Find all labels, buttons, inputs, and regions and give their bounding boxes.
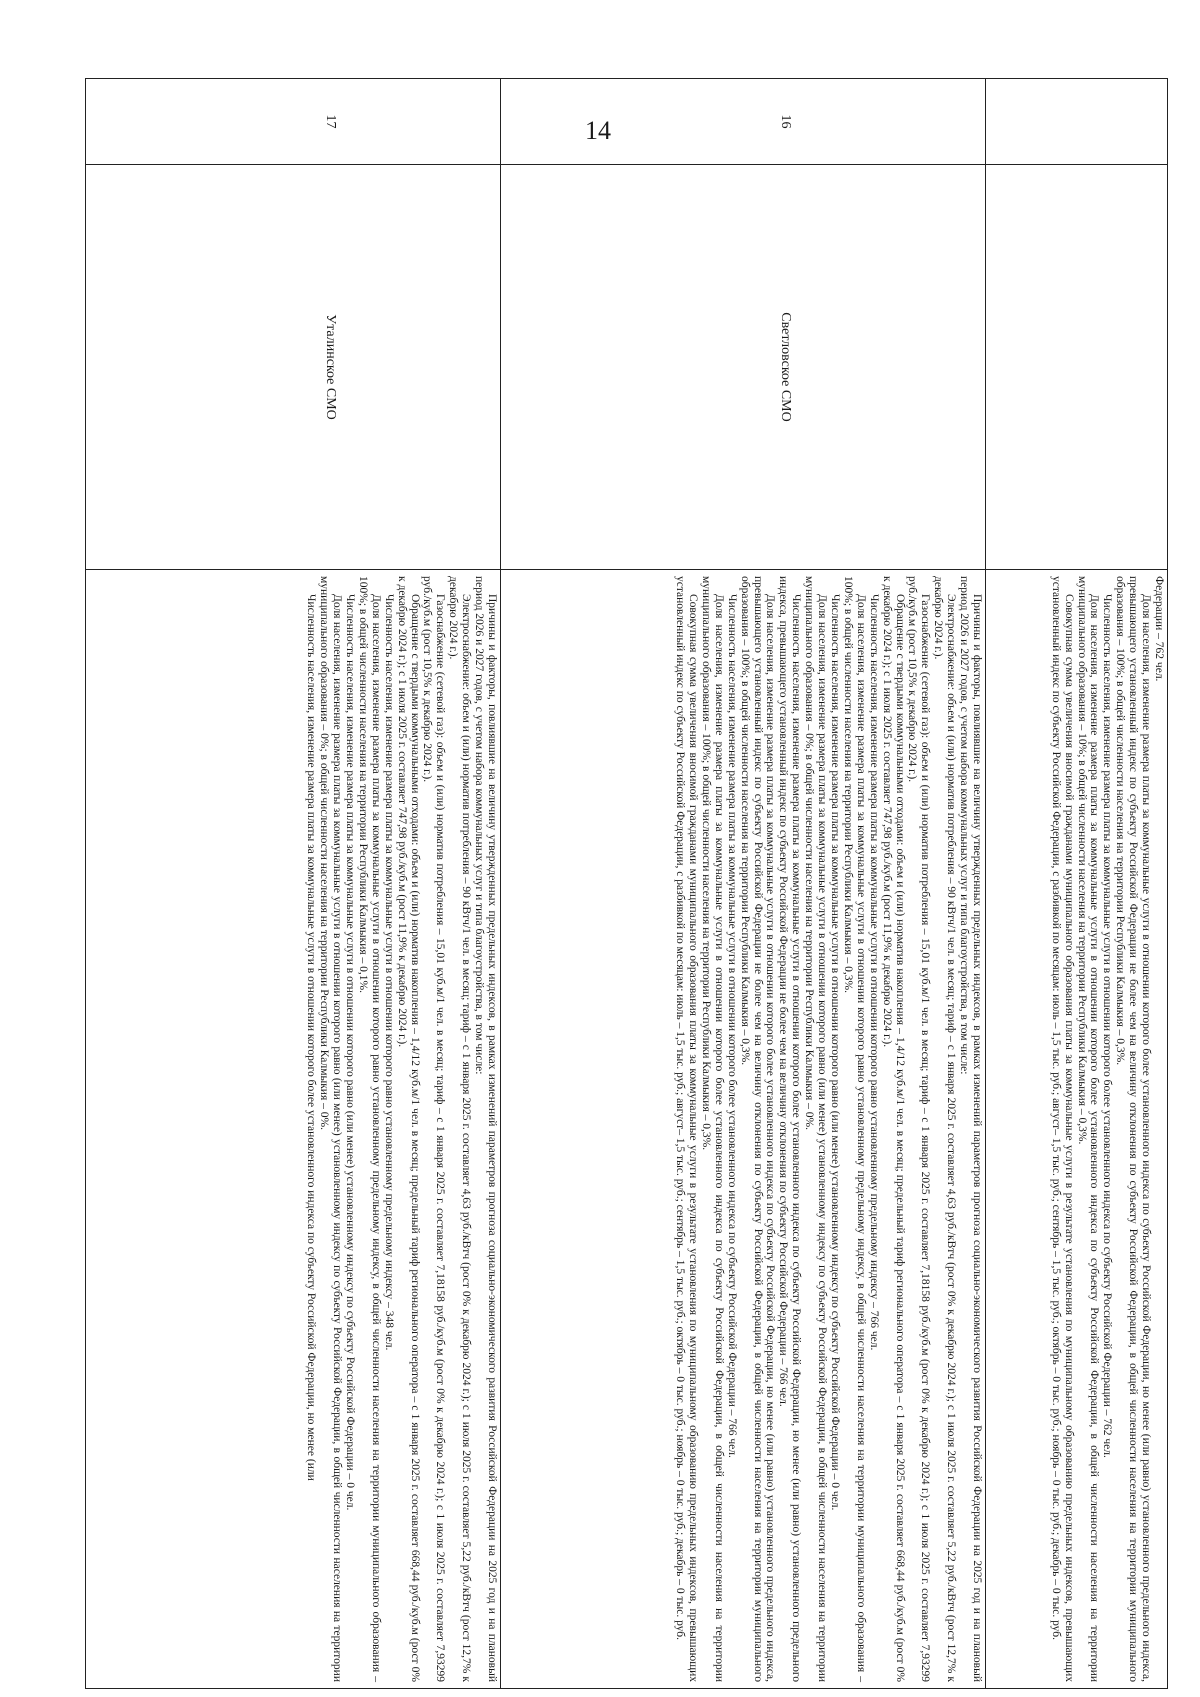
- paragraph: Доля населения, изменение размера платы за коммунальные услуги в отношении которого более установленного индекса по субъекту Российской Федерации, но менее (или равно) установленного предельного индекса, превышающего установленный индекс по субъекту Российской Федерации не более чем на величину отклонения по субъекту Российской Федерации, в общей численности населения на территории муниципального образования – 100%; в общей численности населения на территории Республики Калмыкия – 0,3%.: [1114, 576, 1153, 1682]
- paragraph: Доля населения, изменение размера платы за коммунальные услуги в отношении которого более установленного индекса по субъекту Российской Федерации, в общей численности населения на территории муниципального образования – 10%; в общей численности населения на территории Республики Калмыкия – 0,3%.: [1075, 576, 1101, 1682]
- paragraph: Численность населения, изменение размера платы за коммунальные услуги в отношении которого равно (или менее) установленному индексу по субъекту Российской Федерации – 0 чел.: [344, 594, 357, 1511]
- paragraph: Причины и факторы, повлиявшие на величину утвержденных предельных индексов, в рамках изменений параметров прогноза социально-экономического развития Российской Федерации на 2025 год и на плановый период 2026 и 2027 годов, с учетом набора коммунальных услуг и типа благоустройства, в том числе:: [958, 576, 983, 1682]
- paragraph: Численность населения, изменение размера платы за коммунальные услуги в отношении которого более установленного индекса по субъекту Российской Федерации, но менее (или: [305, 594, 318, 1481]
- paragraph: Причины и факторы, повлиявшие на величину утвержденных предельных индексов, в рамках изменений параметров прогноза социально-экономического развития Российской Федерации на 2025 год и на плановый период 2026 и 2027 годов, с учетом набора коммунальных услуг и типа благоустройства, в том числе:: [473, 576, 498, 1682]
- paragraph: Доля населения, изменение размера платы за коммунальные услуги в отношении которого равно (или менее) установленному индексу по субъекту Российской Федерации, в общей численности населения на территории муниципального образования – 0%; в общей численности населения на территории Республики Калмыкия – 0%.: [318, 576, 344, 1682]
- cell-number: [86, 79, 501, 165]
- paragraph: Обращение с твердыми коммунальными отходами: объем и (или) норматив накопления – 1,4/12 куб.м/1 чел. в месяц; предельный тариф регионального оператора – с 1 января 2025 г. составляет 668,44 руб./куб.м (рост 0% к декабрю 2024 г.); с 1 июля 2025 г. составляет 747,98 руб./куб.м (рост 11,9% к декабрю 2024 г.).: [395, 576, 421, 1682]
- cell-number: [986, 79, 1168, 165]
- cell-description: [986, 570, 1168, 1689]
- paragraph: Численность населения, изменение размера платы за коммунальные услуги в отношении которого более установленного индекса по субъекту Российской Федерации, но менее (или равно) установленного предельного индекса, превышающего установленный индекс по субъекту Российской Федерации не более чем на величину отклонения по субъекту Российской Федерации – 766 чел.: [777, 576, 803, 1682]
- paragraph: Газоснабжение (сетевой газ): объем и (или) норматив потребления – 15,01 куб.м/1 чел. в месяц; тариф – с 1 января 2025 г. составляет 7,18158 руб./куб.м (рост 0% к декабрю 2024 г.); с 1 июля 2025 г. составляет 7,93299 руб./куб.м (рост 10,5% к декабрю 2024 г.).: [906, 576, 932, 1682]
- paragraph: Обращение с твердыми коммунальными отходами: объем и (или) норматив накопления – 1,4/12 куб.м/1 чел. в месяц; предельный тариф регионального оператора – с 1 января 2025 г. составляет 668,44 руб./куб.м (рост 0% к декабрю 2024 г.); с 1 июля 2025 г. составляет 747,98 руб./куб.м (рост 11,9% к декабрю 2024 г.).: [880, 576, 906, 1682]
- paragraph: Численность населения, изменение размера платы за коммунальные услуги в отношении которого равно установленному предельному индексу – 348 чел.: [382, 594, 395, 1351]
- table-row-continuation: [986, 79, 1168, 1689]
- rotated-table-sheet: [90, 78, 1168, 1688]
- paragraph: Совокупная сумма увеличения вносимой гражданами муниципального образования платы за коммунальные услуги в результате установления по муниципальному образованию предельных индексов, превышающих установленный индекс по субъекту Российской Федерации, с разбивкой по месяцам: июль – 1,5 тыс. руб.; август– 1,5 тыс. руб.; сентябрь – 1,5 тыс. руб.; октябрь – 0 тыс. руб.; ноябрь – 0 тыс. руб.; декабрь – 0 тыс. руб.: [674, 576, 700, 1682]
- paragraph: Доля населения, изменение размера платы за коммунальные услуги в отношении которого равно (или менее) установленному индексу по субъекту Российской Федерации, в общей численности населения на территории муниципального образования – 0%; в общей численности населения на территории Республики Калмыкия – 0%.: [803, 576, 829, 1682]
- paragraph: Численность населения, изменение размера платы за коммунальные услуги в отношении которого равно (или менее) установленному индексу по субъекту Российской Федерации – 0 чел.: [829, 594, 842, 1511]
- paragraph: Электроснабжение: объем и (или) норматив потребления – 90 кВтч/1 чел. в месяц; тариф – с 1 января 2025 г. составляет 4,63 руб./кВтч (рост 0% к декабрю 2024 г.); с 1 июля 2025 г. составляет 5,22 руб./кВтч (рост 12,7% к декабрю 2024 г.).: [932, 576, 958, 1682]
- cell-description: [501, 570, 986, 1689]
- municipality-name: Уталинское СМО: [323, 314, 338, 420]
- paragraph: Численность населения, изменение размера платы за коммунальные услуги в отношении которого более установленного индекса по субъекту Российской Федерации – 766 чел.: [725, 594, 738, 1458]
- cell-municipality: [986, 165, 1168, 570]
- paragraph: Электроснабжение: объем и (или) норматив потребления – 90 кВтч/1 чел. в месяц; тариф – с 1 января 2025 г. составляет 4,63 руб./кВтч (рост 0% к декабрю 2024 г.); с 1 июля 2025 г. составляет 5,22 руб./кВтч (рост 12,7% к декабрю 2024 г.).: [447, 576, 473, 1682]
- paragraph: Доля населения, изменение размера платы за коммунальные услуги в отношении которого более установленного индекса по субъекту Российской Федерации, но менее (или равно) установленного предельного индекса, превышающего установленный индекс по субъекту Российской Федерации не более чем на величину отклонения по субъекту Российской Федерации, в общей численности населения на территории муниципального образования – 100%; в общей численности населения на территории Республики Калмыкия – 0,3%.: [738, 576, 777, 1682]
- cell-description: [86, 570, 501, 1689]
- paragraph: Федерации – 762 чел.: [1153, 576, 1165, 682]
- cell-number: [501, 79, 986, 165]
- cell-municipality: [86, 165, 501, 570]
- row-number: 17: [323, 114, 338, 129]
- paragraph: Доля населения, изменение размера платы за коммунальные услуги в отношении которого равно установленному предельному индексу, в общей численности населения на территории муниципального образования – 100%; в общей численности населения на территории Республики Калмыкия – 0,3%.: [841, 576, 867, 1682]
- table-row: [501, 79, 986, 1689]
- paragraph: Численность населения, изменение размера платы за коммунальные услуги в отношении которого равно установленному предельному индексу – 766 чел.: [867, 594, 880, 1351]
- paragraph: Газоснабжение (сетевой газ): объем и (или) норматив потребления – 15,01 куб.м/1 чел. в месяц; тариф – с 1 января 2025 г. составляет 7,18158 руб./куб.м (рост 0% к декабрю 2024 г.); с 1 июля 2025 г. составляет 7,93299 руб./куб.м (рост 10,5% к декабрю 2024 г.).: [421, 576, 447, 1682]
- paragraph: Численность населения, изменение размера платы за коммунальные услуги в отношении которого более установленного индекса по субъекту Российской Федерации – 762 чел.: [1101, 594, 1114, 1458]
- paragraph: Доля населения, изменение размера платы за коммунальные услуги в отношении которого более установленного индекса по субъекту Российской Федерации, в общей численности населения на территории муниципального образования – 100%; в общей численности населения на территории Республики Калмыкия – 0,3%.: [699, 576, 725, 1682]
- table-row: [86, 79, 501, 1689]
- municipality-name: Светловское СМО: [778, 312, 793, 422]
- paragraph: Доля населения, изменение размера платы за коммунальные услуги в отношении которого равно установленному предельному индексу, в общей численности населения на территории муниципального образования – 100%; в общей численности населения на территории Республики Калмыкия – 0,1%.: [356, 576, 382, 1682]
- cell-municipality: [501, 165, 986, 570]
- paragraph: Совокупная сумма увеличения вносимой гражданами муниципального образования платы за коммунальные услуги в результате установления по муниципальному образованию предельных индексов, превышающих установленный индекс по субъекту Российской Федерации, с разбивкой по месяцам: июль – 1,5 тыс. руб.; август– 1,5 тыс. руб.; сентябрь – 1,5 тыс. руб.; октябрь – 0 тыс. руб.; ноябрь – 0 тыс. руб.; декабрь – 0 тыс. руб.: [1049, 576, 1075, 1682]
- row-number: 16: [778, 114, 793, 129]
- municipal-index-table: [85, 78, 1168, 1689]
- page-number: 14: [585, 116, 611, 145]
